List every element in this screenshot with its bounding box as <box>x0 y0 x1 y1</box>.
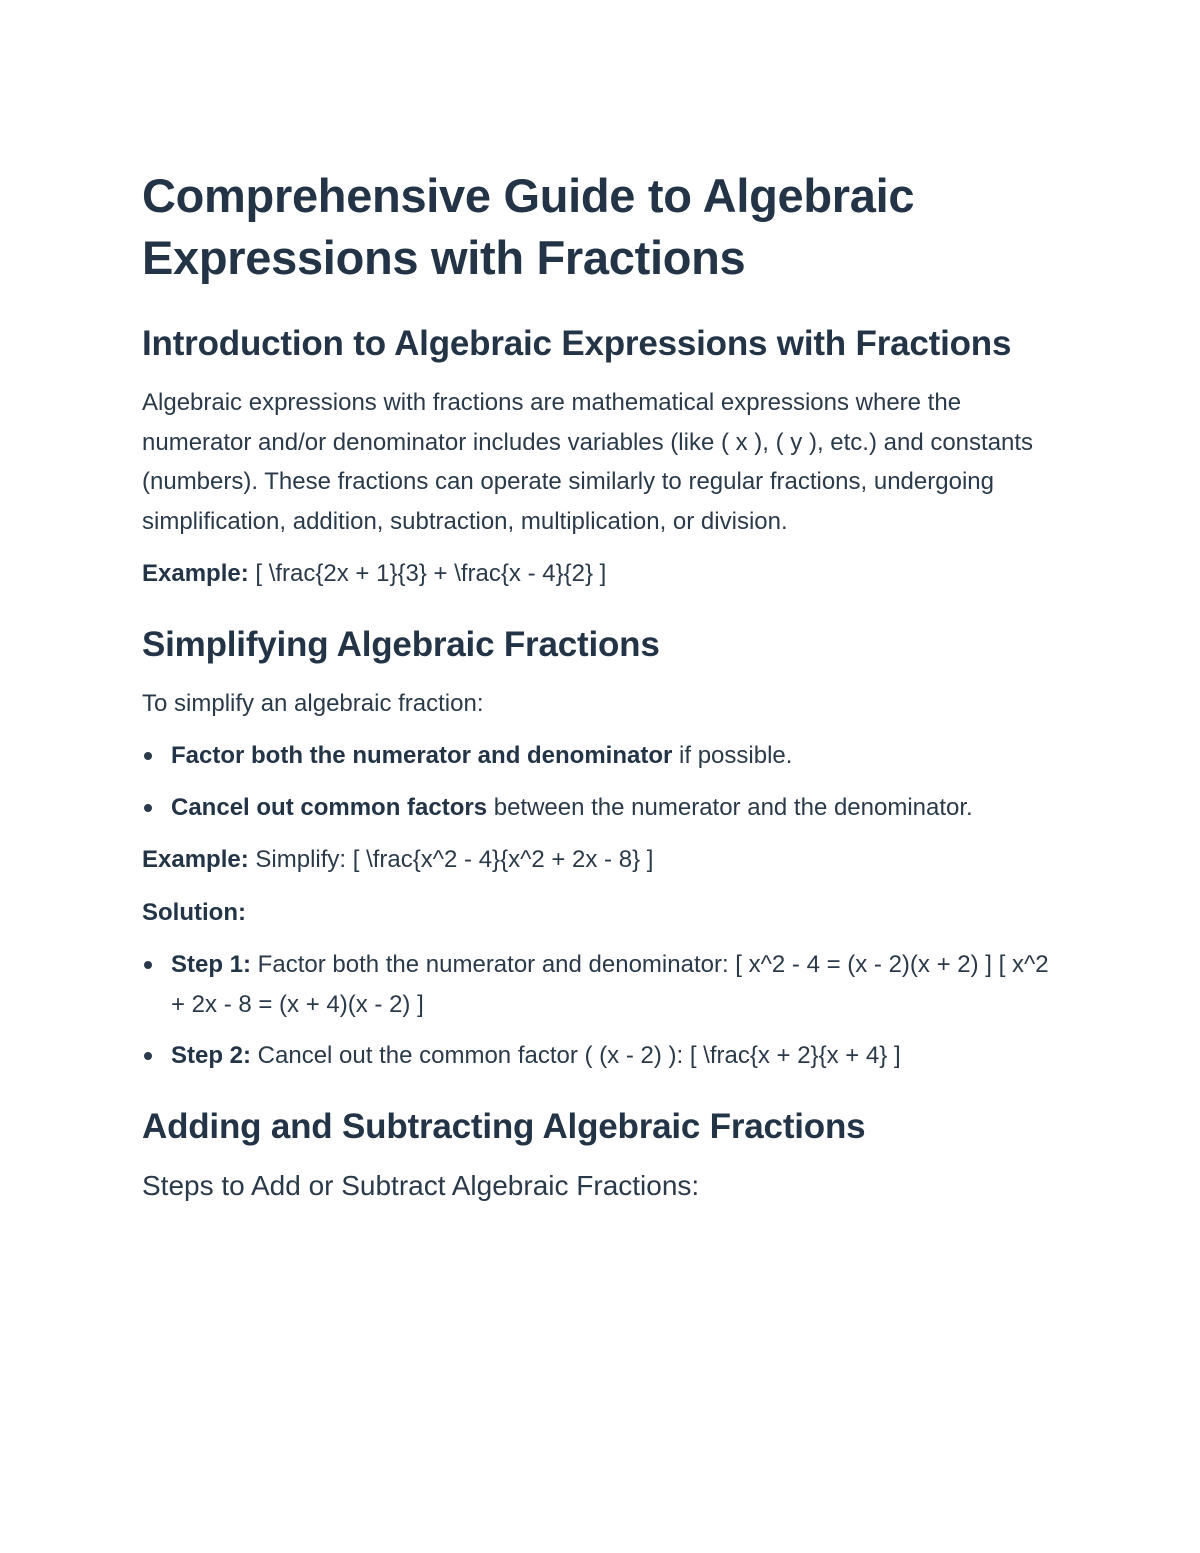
example-formula: Simplify: [ \frac{x^2 - 4}{x^2 + 2x - 8} ] <box>248 846 654 873</box>
example-formula: [ \frac{2x + 1}{3} + \frac{x - 4}{2} ] <box>248 560 607 587</box>
list-item <box>142 1036 1062 1076</box>
list-item <box>142 788 1062 828</box>
step-label: Step 1: <box>171 951 252 978</box>
solution-label-text: Solution: <box>142 898 246 926</box>
intro-heading: Introduction to Algebraic Expressions with Fractions <box>142 324 1012 363</box>
simplify-example <box>142 840 1062 880</box>
simplify-heading: Simplifying Algebraic Fractions <box>142 624 660 664</box>
example-label: Example: <box>142 560 249 587</box>
list-item <box>142 736 1062 776</box>
simplify-lead: To simplify an algebraic fraction: <box>142 689 484 717</box>
example-label: Example: <box>142 846 249 873</box>
list-item <box>142 945 1062 1024</box>
adding-subheading: Steps to Add or Subtract Algebraic Fractions: <box>142 1169 700 1201</box>
intro-example <box>142 554 1062 594</box>
bullet-icon <box>144 961 152 969</box>
page-title: Comprehensive Guide to Algebraic Expressions with Fractions <box>142 169 915 284</box>
bullet-icon <box>144 804 152 812</box>
list-item-bold: Factor both the numerator and denominator <box>171 742 673 769</box>
document-page <box>142 165 1062 1206</box>
step-text: Factor both the numerator and denominator: [ x^2 - 4 = (x - 2)(x + 2) ] [ x^2 + 2x - 8 = (x + 4)(x - 2) ] <box>171 951 1049 1018</box>
step-text: Cancel out the common factor ( (x - 2) ): [ \frac{x + 2}{x + 4} ] <box>251 1042 901 1069</box>
bullet-icon <box>144 752 152 760</box>
list-item-text: between the numerator and the denominator. <box>487 793 973 821</box>
solution-label <box>142 893 1062 933</box>
step-label: Step 2: <box>171 1042 252 1069</box>
list-item-bold: Cancel out common factors <box>171 793 488 821</box>
adding-heading: Adding and Subtracting Algebraic Fractions <box>142 1106 866 1146</box>
solution-steps-list <box>142 945 1062 1076</box>
bullet-icon <box>144 1052 152 1060</box>
simplify-bullet-list <box>142 736 1062 827</box>
intro-paragraph: Algebraic expressions with fractions are mathematical expressions where the numerator and/or denominator includes variables (like ( x ), ( y ), etc.) and constants (numbers). These fractions can operate similarly to regular fractions, undergoing simplification, addition, subtraction, multiplication, or division. <box>142 389 1034 535</box>
list-item-text: if possible. <box>672 742 793 769</box>
